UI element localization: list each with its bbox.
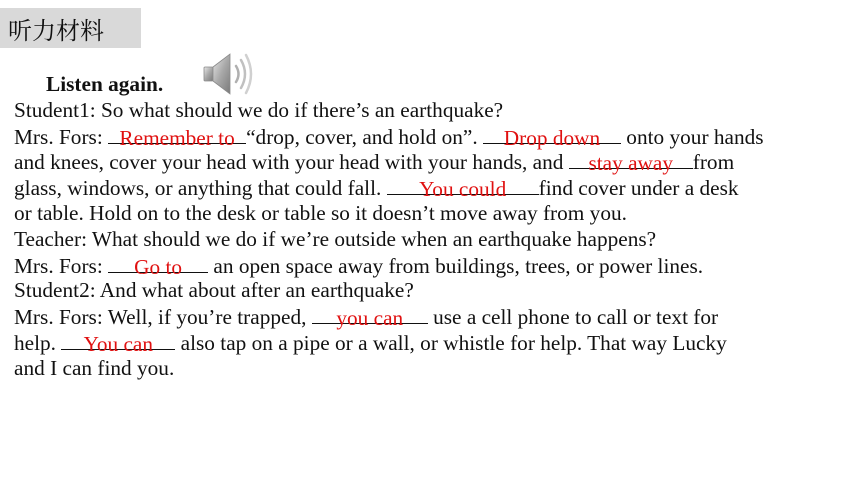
line-text: find cover under a desk [538,176,739,201]
answer-text-3: stay away [588,151,674,176]
passage-line-7 [14,253,854,279]
answer-text-4: You could [419,177,507,202]
line-text: Mrs. Fors: Well, if you’re trapped, [14,305,312,330]
passage-line-3 [14,149,854,175]
answer-text-5: Go to [134,254,183,279]
passage-line-4 [14,175,854,201]
line-text: an open space away from buildings, trees, or power lines. [208,253,704,278]
passage-line-6 [14,227,854,253]
line-text: “drop, cover, and hold on”. [246,124,483,149]
line-text: Mrs. Fors: [14,124,109,149]
passage-line-5 [14,201,854,227]
line-text: Mrs. Fors: [14,253,109,278]
passage-line-10 [14,330,854,356]
line-text: also tap on a pipe or a wall, or whistle for help. That way Lucky [175,330,727,355]
line-text: or table. Hold on to the desk or table so it doesn’t move away from you. [14,200,627,225]
passage-heading: Listen again. [46,72,164,96]
answer-blank-3[interactable] [569,149,693,176]
line-text: and I can find you. [14,355,175,380]
line-text: glass, windows, or anything that could fall. [14,176,387,201]
answer-text-2: Drop down [503,125,601,150]
passage-line-8 [14,278,854,304]
line-text: help. [14,330,62,355]
answer-text-7: You can [83,331,154,356]
line-text: Student1: So what should we do if there’s an earthquake? [14,97,504,122]
answer-blank-7[interactable] [61,330,175,356]
passage-line-11 [14,356,854,382]
line-text: use a cell phone to call or text for [427,305,719,330]
answer-blank-1[interactable] [108,124,246,150]
line-text: Teacher: What should we do if we’re outside when an earthquake happens? [14,226,657,251]
line-text: and knees, cover your head with your head with your hands, and [14,150,569,175]
passage-line-2 [14,124,854,150]
answer-text-6: you can [336,306,404,331]
line-text: onto your hands [620,124,764,149]
answer-text-1: Remember to [119,125,235,150]
passage-line-9 [14,304,854,330]
answer-blank-5[interactable] [108,253,208,279]
answer-blank-6[interactable] [312,304,428,331]
line-text: from [692,150,735,175]
answer-blank-4[interactable] [387,175,539,202]
line-text: Student2: And what about after an earthquake? [14,278,414,303]
section-title [0,8,141,48]
answer-blank-2[interactable] [483,124,621,150]
section-title-text: 听力材料 [8,16,104,45]
passage-line-1 [14,98,854,124]
listening-passage [14,72,854,382]
